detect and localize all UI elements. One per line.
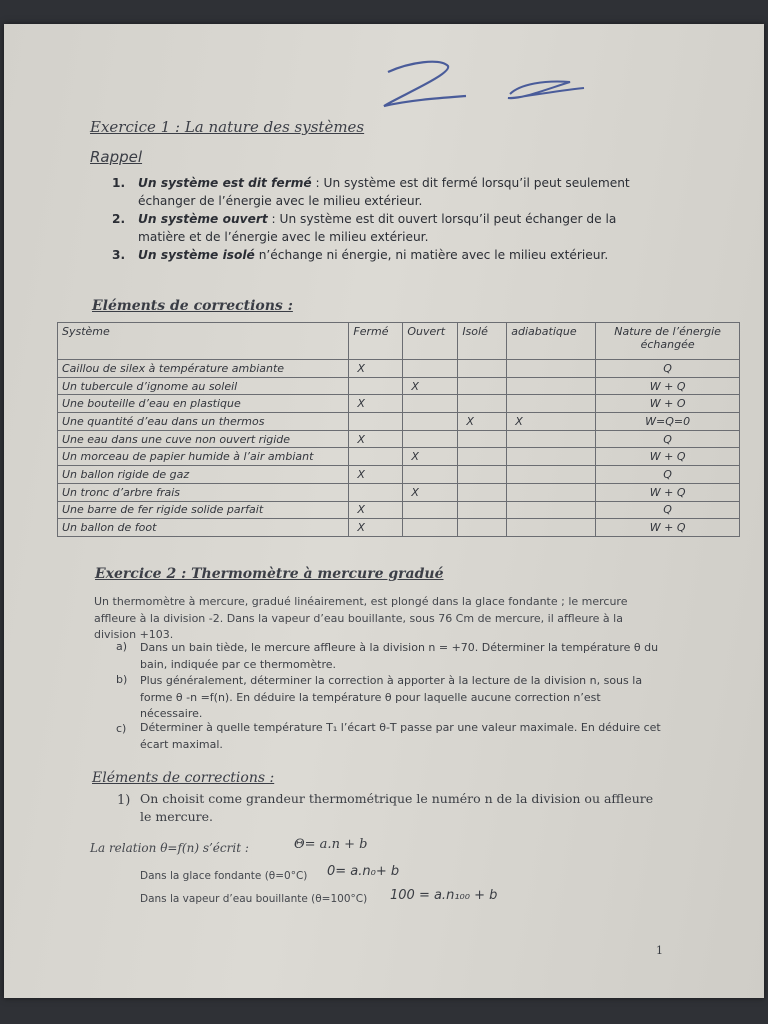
table-cell [403,466,458,484]
table-cell [403,519,458,537]
table-cell [507,483,596,501]
rappel-item-text: 3. [112,248,126,262]
table-cell: Q [596,360,740,378]
rappel-heading: Rappel [90,148,143,166]
rappel-list [112,174,632,264]
table-header-row [58,323,740,360]
rappel-item-text: : Un système est dit fermé lorsqu’il peut seulement échanger de l’énergie avec le milieu extérieur. [138,176,630,208]
table-cell [403,395,458,413]
question-text: Dans un bain tiède, le mercure affleure à la division n = +70. Déterminer la température θ du bain, indiquée par ce thermomètre. [140,641,659,671]
exercise1-title: Exercice 1 : La nature des systèmes [90,118,365,136]
table-cell [507,377,596,395]
table-cell [458,483,507,501]
corrections1-heading: Eléments de corrections : [92,298,293,314]
table-cell: X [349,360,403,378]
table-row [58,483,740,501]
table-row [58,430,740,448]
table-cell: Une bouteille d’eau en plastique [58,395,349,413]
table-row [58,519,740,537]
table-cell: X [403,483,458,501]
table-cell: X [349,395,403,413]
table-cell: X [507,413,596,431]
table-cell [507,448,596,466]
table-cell [507,395,596,413]
rappel-item-text: Un système est dit fermé [138,176,312,190]
table-cell: Une quantité d’eau dans un thermos [58,413,349,431]
vapeur-equation: 100 = a.n₁₀₀ + b [390,888,498,903]
question-text: Plus généralement, déterminer la correction à apporter à la lecture de la division n, sous la forme θ -n =f(n). En déduire la température θ pour laquelle aucune correction n’est nécessaire. [140,674,643,720]
rappel-item-text: 1. [112,176,126,190]
table-cell: X [458,413,507,431]
table-cell [458,466,507,484]
rappel-item [112,210,632,246]
table-cell [458,360,507,378]
page-number: 1 [656,944,663,957]
table-cell: Un tubercule d’ignome au soleil [58,377,349,395]
rappel-item [112,246,632,264]
rappel-item-text: n’échange ni énergie, ni matière avec le milieu extérieur. [254,248,609,262]
rappel-item-text: Un système isolé [138,248,255,262]
table-row [58,501,740,519]
header-ferme: Fermé [349,323,403,360]
table-cell [507,430,596,448]
table-cell: W + Q [596,483,740,501]
table-cell: Un morceau de papier humide à l’air ambiant [58,448,349,466]
table-cell [458,430,507,448]
rappel-item [112,174,632,210]
glace-label: Dans la glace fondante (θ=0°C) [140,870,308,882]
table-row [58,466,740,484]
table-cell: Une barre de fer rigide solide parfait [58,501,349,519]
systems-table [57,322,740,537]
table-cell: W + Q [596,448,740,466]
question-text: Déterminer à quelle température T₁ l’écart θ-T passe par une valeur maximale. En déduire cet écart maximal. [140,721,661,751]
header-adiabatique: adiabatique [507,323,596,360]
question-label: a) [116,640,128,653]
table-cell: W + O [596,395,740,413]
table-row [58,448,740,466]
question-label: c) [116,722,127,735]
relation-equation: Θ= a.n + b [294,837,368,852]
rappel-item-text: : Un système est dit ouvert lorsqu’il peut échanger de la matière et de l’énergie avec le milieu extérieur. [138,212,617,244]
handwritten-scribble [370,44,590,114]
table-cell: W=Q=0 [596,413,740,431]
table-cell [349,377,403,395]
table-cell [507,501,596,519]
glace-equation: 0= a.n₀+ b [327,864,400,879]
table-cell: Un ballon rigide de gaz [58,466,349,484]
table-cell [507,519,596,537]
table-cell: Q [596,430,740,448]
table-cell: X [403,377,458,395]
table-cell: X [349,519,403,537]
table-cell [403,360,458,378]
point1-text: On choisit come grandeur thermométrique le numéro n de la division ou affleure le mercure. [140,791,654,824]
table-cell: Q [596,466,740,484]
vapeur-label: Dans la vapeur d’eau bouillante (θ=100°C) [140,893,368,905]
table-cell: Une eau dans une cuve non ouvert rigide [58,430,349,448]
table-cell: Caillou de silex à température ambiante [58,360,349,378]
table-cell [458,377,507,395]
table-cell [403,501,458,519]
table-cell [458,395,507,413]
table-cell [403,430,458,448]
question-label: b) [116,673,128,686]
table-cell [349,448,403,466]
table-cell: W + Q [596,377,740,395]
table-row [58,360,740,378]
header-systeme: Système [58,323,349,360]
table-cell: Un tronc d’arbre frais [58,483,349,501]
corrections2-heading: Eléments de corrections : [92,770,275,786]
table-row [58,413,740,431]
header-nature-energie: Nature de l’énergie échangée [596,323,740,360]
rappel-item-text: Un système ouvert [138,212,268,226]
table-cell [458,448,507,466]
table-cell: Q [596,501,740,519]
table-cell [507,466,596,484]
table-cell [458,501,507,519]
point1-label: 1) [117,793,131,808]
table-cell: X [349,466,403,484]
table-cell [458,519,507,537]
header-isole: Isolé [458,323,507,360]
table-cell [403,413,458,431]
relation-label: La relation θ=f(n) s’écrit : [90,841,249,855]
table-row [58,395,740,413]
exercise2-title: Exercice 2 : Thermomètre à mercure gradué [95,566,444,582]
header-ouvert: Ouvert [403,323,458,360]
table-cell [507,360,596,378]
table-cell [349,413,403,431]
table-cell [349,483,403,501]
exercise2-intro: Un thermomètre à mercure, gradué linéairement, est plongé dans la glace fondante ; le mercure affleure à la division -2. Dans la vapeur d’eau bouillante, sous 76 Cm de mercure, il affleure à la division +103. [94,595,628,641]
table-cell: X [349,501,403,519]
table-cell: Un ballon de foot [58,519,349,537]
rappel-item-text: 2. [112,212,126,226]
table-cell: W + Q [596,519,740,537]
table-cell: X [403,448,458,466]
table-cell: X [349,430,403,448]
table-row [58,377,740,395]
